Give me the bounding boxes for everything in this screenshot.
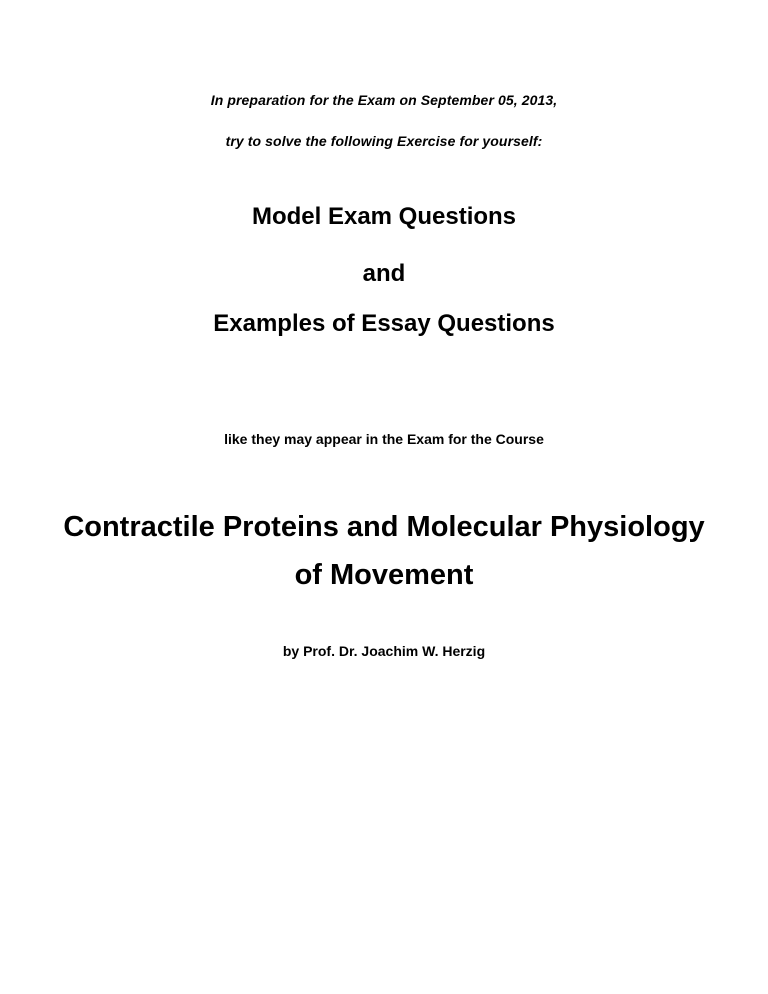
course-title-line-2: of Movement	[294, 559, 474, 591]
heading-and: and	[362, 260, 406, 287]
course-intro-text: like they may appear in the Exam for the Course	[224, 431, 544, 447]
heading-model-exam-questions: Model Exam Questions	[251, 203, 517, 230]
course-title	[0, 503, 768, 599]
heading-essay-questions: Examples of Essay Questions	[213, 310, 555, 337]
intro-line-2: try to solve the following Exercise for yourself:	[225, 133, 543, 149]
course-title-line-1: Contractile Proteins and Molecular Physiology	[63, 511, 705, 543]
intro-line-1: In preparation for the Exam on September 05, 2013,	[210, 92, 558, 108]
author-line: by Prof. Dr. Joachim W. Herzig	[282, 643, 486, 659]
